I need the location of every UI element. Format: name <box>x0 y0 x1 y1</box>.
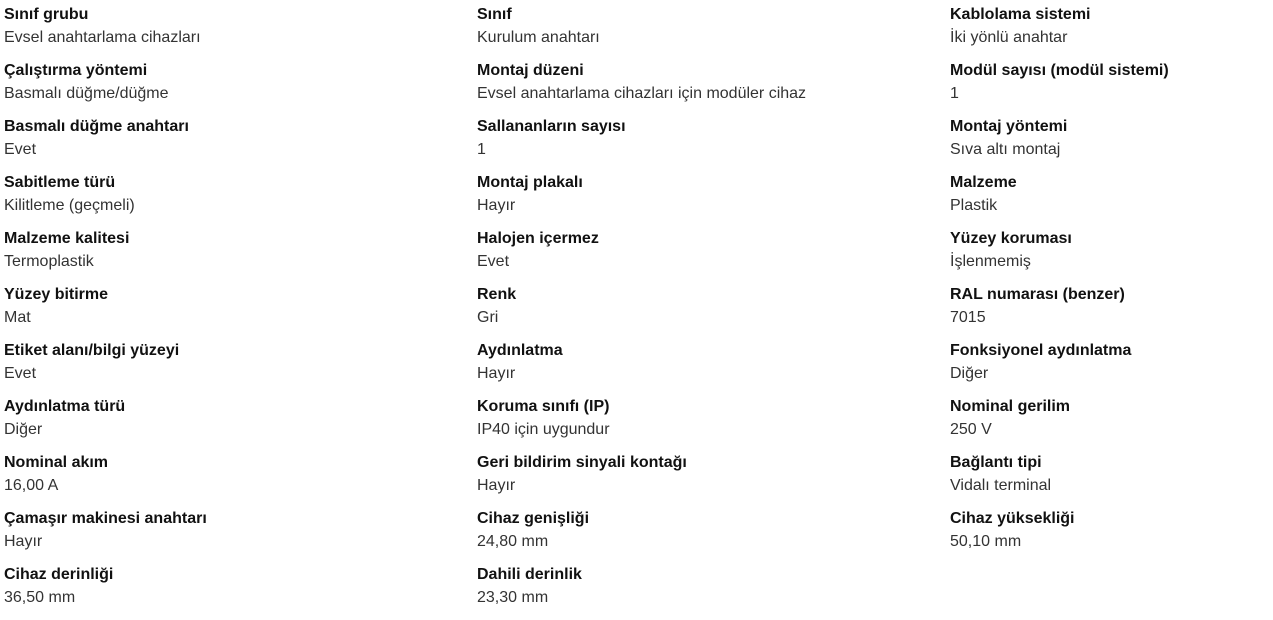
spec-label: Malzeme kalitesi <box>4 230 130 247</box>
spec-label: Kablolama sistemi <box>950 6 1091 23</box>
spec-item-fonksiyonel-aydinlatma <box>950 340 1273 396</box>
spec-item-ral-numarasi <box>950 284 1273 340</box>
spec-label: Montaj yöntemi <box>950 118 1068 135</box>
spec-value: Basmalı düğme/düğme <box>4 85 169 102</box>
spec-item-aydinlatma <box>477 340 950 396</box>
spec-value: Evet <box>4 141 37 158</box>
spec-label: Etiket alanı/bilgi yüzeyi <box>4 342 180 359</box>
spec-label: Sınıf <box>477 6 512 23</box>
spec-label: Halojen içermez <box>477 230 599 247</box>
spec-item-malzeme <box>950 172 1273 228</box>
spec-item-cihaz-genisligi <box>477 508 950 564</box>
spec-item-etiket-alani <box>4 340 477 396</box>
spec-grid <box>4 4 1273 620</box>
spec-label: Nominal gerilim <box>950 398 1071 415</box>
spec-label: Çamaşır makinesi anahtarı <box>4 510 207 527</box>
spec-value: İşlenmemiş <box>950 253 1031 270</box>
spec-label: Sallananların sayısı <box>477 118 626 135</box>
spec-label: Montaj plakalı <box>477 174 583 191</box>
spec-item-aydinlatma-turu <box>4 396 477 452</box>
spec-value: Kurulum anahtarı <box>477 29 600 46</box>
spec-item-montaj-duzeni <box>477 60 950 116</box>
spec-value: Plastik <box>950 197 998 214</box>
spec-label: Aydınlatma türü <box>4 398 126 415</box>
spec-value: 50,10 mm <box>950 533 1022 550</box>
spec-label: Sabitleme türü <box>4 174 116 191</box>
spec-value: Evsel anahtarlama cihazları <box>4 29 201 46</box>
spec-item-renk <box>477 284 950 340</box>
spec-value: 24,80 mm <box>477 533 549 550</box>
spec-item-malzeme-kalitesi <box>4 228 477 284</box>
spec-value: Hayır <box>477 365 516 382</box>
spec-item-montaj-yontemi <box>950 116 1273 172</box>
spec-label: Yüzey koruması <box>950 230 1072 247</box>
spec-label: Cihaz genişliği <box>477 510 590 527</box>
spec-value: 16,00 A <box>4 477 59 494</box>
spec-value: Diğer <box>4 421 43 438</box>
spec-item-sinif <box>477 4 950 60</box>
spec-value: İki yönlü anahtar <box>950 29 1068 46</box>
spec-label: Çalıştırma yöntemi <box>4 62 148 79</box>
spec-item-montaj-plakali <box>477 172 950 228</box>
spec-item-sallananlarin-sayisi <box>477 116 950 172</box>
spec-label: Fonksiyonel aydınlatma <box>950 342 1132 359</box>
spec-item-nominal-akim <box>4 452 477 508</box>
spec-value: 1 <box>477 141 486 158</box>
spec-label: Cihaz derinliği <box>4 566 114 583</box>
spec-label: Sınıf grubu <box>4 6 89 23</box>
spec-value: Evet <box>4 365 37 382</box>
spec-value: Gri <box>477 309 499 326</box>
spec-label: Montaj düzeni <box>477 62 584 79</box>
spec-value: Vidalı terminal <box>950 477 1052 494</box>
spec-value: 1 <box>950 85 959 102</box>
spec-item-halojen-icermez <box>477 228 950 284</box>
spec-item-koruma-sinifi <box>477 396 950 452</box>
spec-label: Cihaz yüksekliği <box>950 510 1075 527</box>
spec-item-sabitleme-turu <box>4 172 477 228</box>
spec-label: Nominal akım <box>4 454 109 471</box>
spec-item-baglanti-tipi <box>950 452 1273 508</box>
spec-item-calistirma-yontemi <box>4 60 477 116</box>
spec-value: 7015 <box>950 309 986 326</box>
spec-value: Hayır <box>477 477 516 494</box>
spec-label: RAL numarası (benzer) <box>950 286 1125 303</box>
spec-value: 250 V <box>950 421 992 438</box>
spec-value: Kilitleme (geçmeli) <box>4 197 135 214</box>
spec-item-cihaz-yuksekligi <box>950 508 1273 564</box>
spec-label: Dahili derinlik <box>477 566 582 583</box>
spec-value: Diğer <box>950 365 989 382</box>
spec-label: Yüzey bitirme <box>4 286 109 303</box>
spec-item-dahili-derinlik <box>477 564 950 620</box>
spec-value: Mat <box>4 309 31 326</box>
spec-item-yuzey-bitirme <box>4 284 477 340</box>
spec-label: Basmalı düğme anahtarı <box>4 118 189 135</box>
spec-value: Hayır <box>477 197 516 214</box>
spec-item-kablolama-sistemi <box>950 4 1273 60</box>
spec-item-yuzey-korumasi <box>950 228 1273 284</box>
spec-value: Hayır <box>4 533 43 550</box>
spec-value: 23,30 mm <box>477 589 549 606</box>
spec-item-sinif-grubu <box>4 4 477 60</box>
spec-item-modul-sayisi <box>950 60 1273 116</box>
spec-value: 36,50 mm <box>4 589 76 606</box>
spec-item-camasir-makinesi-anahtari <box>4 508 477 564</box>
spec-item-cihaz-derinligi <box>4 564 477 620</box>
spec-label: Malzeme <box>950 174 1017 191</box>
spec-item-nominal-gerilim <box>950 396 1273 452</box>
spec-item-basmali-dugme-anahtari <box>4 116 477 172</box>
spec-value: Sıva altı montaj <box>950 141 1061 158</box>
spec-label: Bağlantı tipi <box>950 454 1042 471</box>
spec-label: Koruma sınıfı (IP) <box>477 398 610 415</box>
spec-value: Evsel anahtarlama cihazları için modüler cihaz <box>477 85 807 102</box>
spec-value: IP40 için uygundur <box>477 421 610 438</box>
spec-item-geri-bildirim-sinyali <box>477 452 950 508</box>
spec-label: Modül sayısı (modül sistemi) <box>950 62 1169 79</box>
spec-value: Evet <box>477 253 510 270</box>
spec-label: Geri bildirim sinyali kontağı <box>477 454 687 471</box>
spec-label: Renk <box>477 286 517 303</box>
spec-label: Aydınlatma <box>477 342 563 359</box>
spec-value: Termoplastik <box>4 253 94 270</box>
